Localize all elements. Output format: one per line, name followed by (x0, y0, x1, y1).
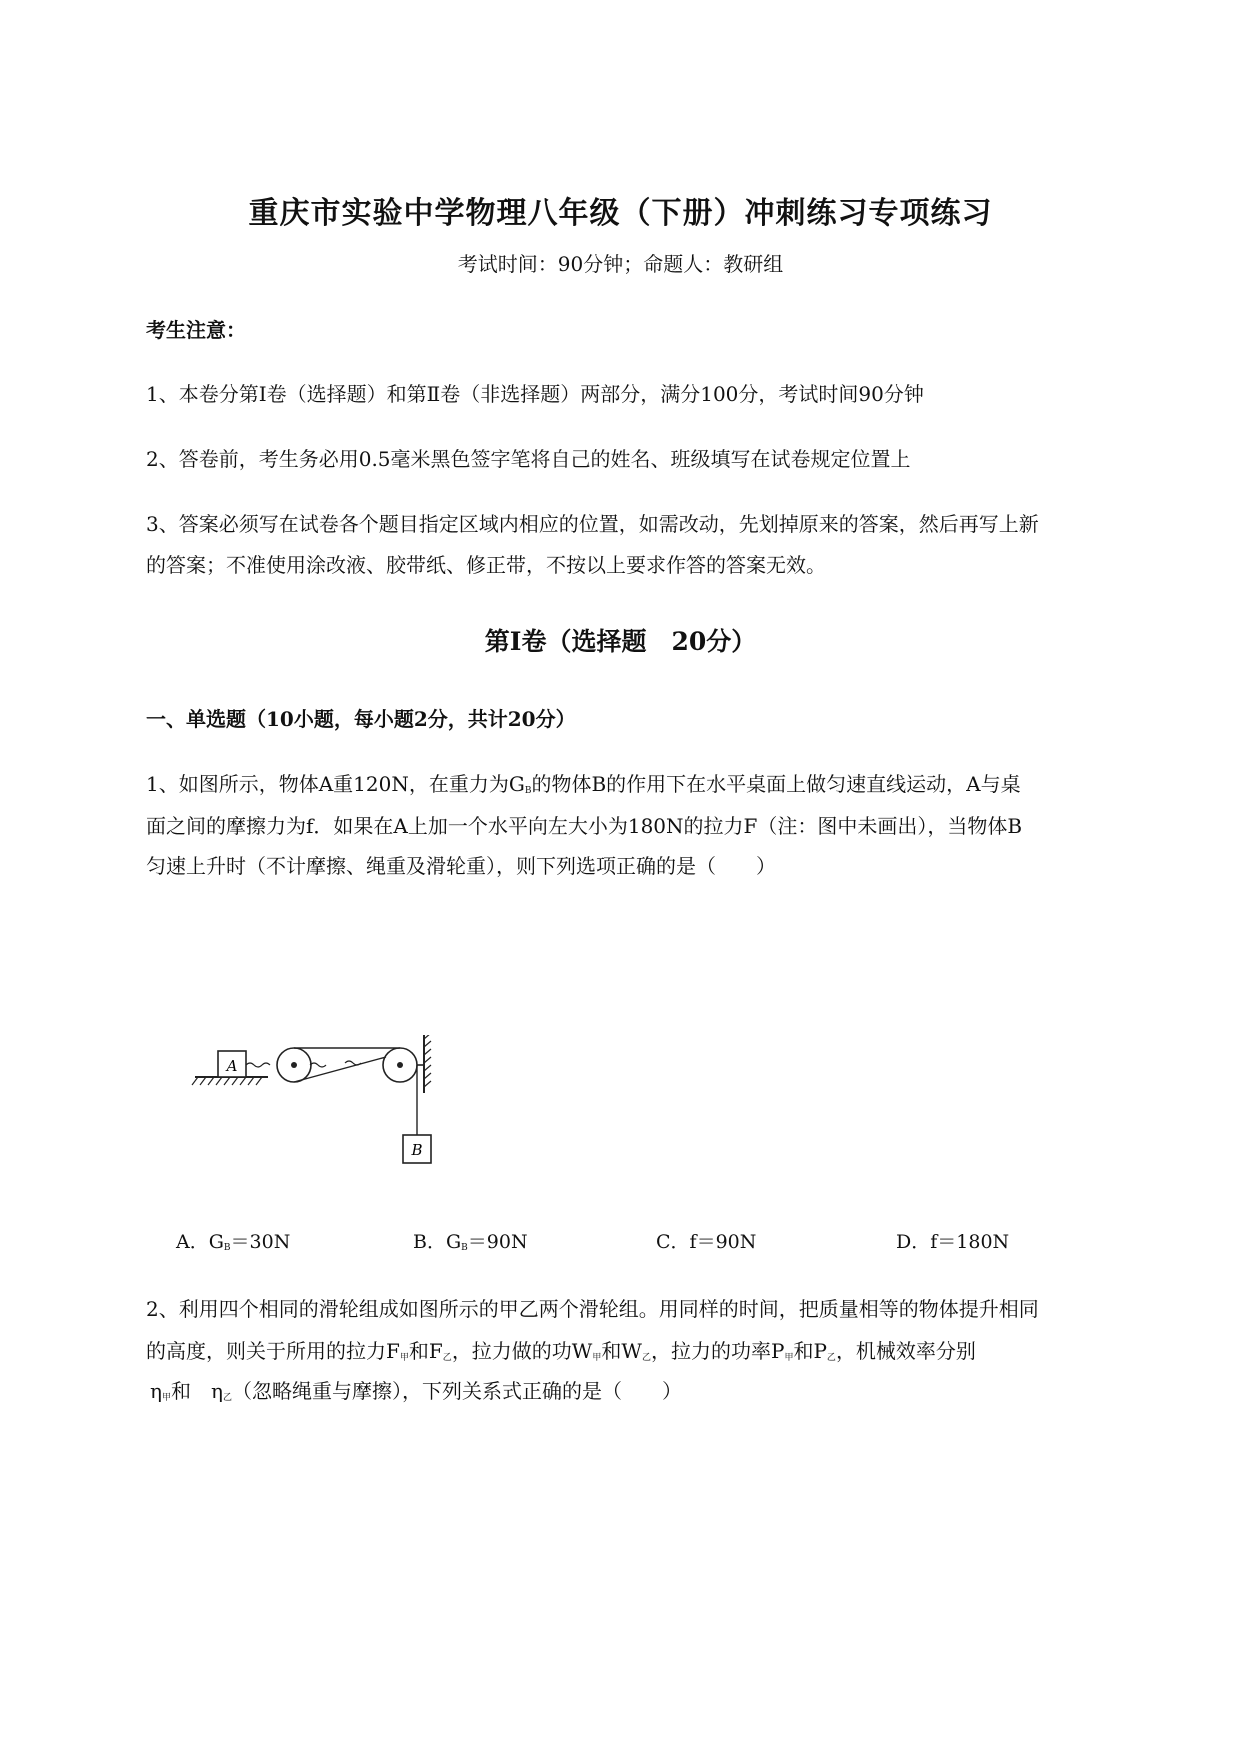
q1-option-b[interactable]: B．$G_B=90N$ (413, 1231, 528, 1253)
part-heading: 一、单选题（10小题，每小题2分，共计20分） (146, 707, 576, 731)
q2-line-1: 2、利用四个相同的滑轮组成如图所示的甲乙两个滑轮组。用同样的时间，把质量相等的物体提升相同 (146, 1297, 1039, 1321)
notice-item-1: 1、本卷分第Ⅰ卷（选择题）和第Ⅱ卷（非选择题）两部分，满分100分，考试时间90分钟 (146, 382, 924, 406)
q1-option-d[interactable]: D．f＝180N (896, 1231, 1010, 1253)
notice-item-3: 3、答案必须写在试卷各个题目指定区域内相应的位置，如需改动，先划掉原来的答案，然后再写上新 (146, 512, 1039, 536)
notice-item-2: 2、答卷前，考生务必用0.5毫米黑色签字笔将自己的姓名、班级填写在试卷规定位置上 (146, 447, 911, 471)
section-title: 第Ⅰ卷（选择题 20分） (484, 627, 757, 656)
label-a: A (226, 1057, 238, 1075)
pulley-figure (190, 1035, 450, 1175)
exam-info: 考试时间：90分钟；命题人：教研组 (457, 252, 784, 276)
notice-item-3-cont: 的答案；不准使用涂改液、胶带纸、修正带，不按以上要求作答的答案无效。 (146, 553, 826, 577)
notice-heading: 考生注意： (146, 318, 246, 342)
q1-option-c[interactable]: C．f＝90N (656, 1231, 757, 1253)
q1-option-a[interactable]: A．$G_B=30N$ (176, 1231, 291, 1253)
q1-line-3: 匀速上升时（不计摩擦、绳重及滑轮重），则下列选项正确的是（ ） (146, 854, 776, 878)
label-b: B (411, 1141, 423, 1159)
q2-line-3: $\eta_甲$和 $\eta_乙$（忽略绳重与摩擦），下列关系式正确的是（ ） (150, 1379, 682, 1403)
q2-line-2: 的高度，则关于所用的拉力$F_甲$和$F_乙$，拉力做的功$W_甲$和$W_乙$，拉力的功率$P_甲$和$P_乙$，机械效率分别 (146, 1339, 976, 1363)
page-title: 重庆市实验中学物理八年级（下册）冲刺练习专项练习 (248, 196, 993, 231)
q1-line-1: 1、如图所示，物体A重120N，在重力为$G_B$的物体B的作用下在水平桌面上做匀速直线运动，A与桌 (146, 772, 1021, 796)
q1-line-2: 面之间的摩擦力为f．如果在A上加一个水平向左大小为180N的拉力F（注：图中未画出），当物体B (146, 814, 1023, 838)
